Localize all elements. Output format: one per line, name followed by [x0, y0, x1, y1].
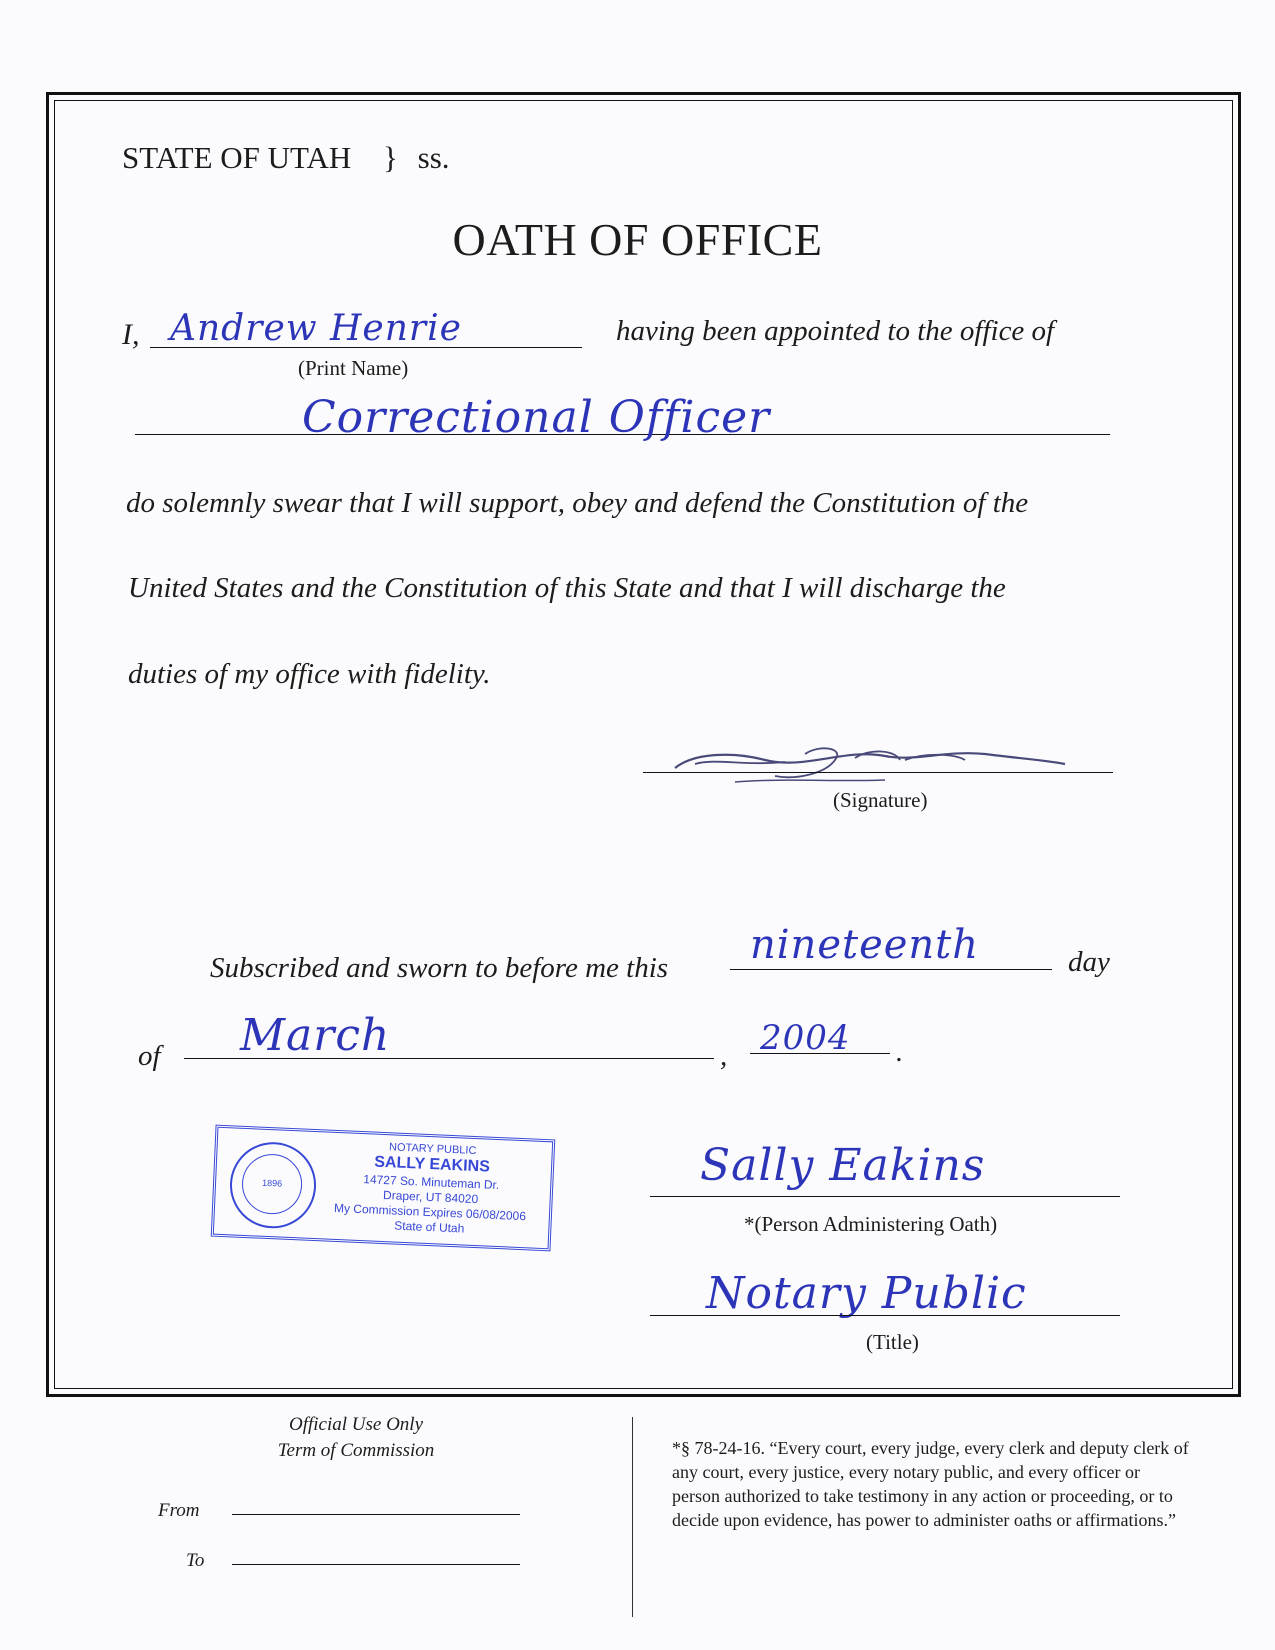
- from-line[interactable]: [232, 1514, 520, 1515]
- to-label: To: [186, 1550, 205, 1571]
- seal-year: 1896: [261, 1177, 283, 1189]
- stamp-line3: 14727 So. Minuteman Dr.: [363, 1172, 500, 1193]
- year-value: 2004: [760, 1018, 851, 1058]
- stamp-line5: My Commission Expires 06/08/2006: [333, 1200, 527, 1224]
- month-value: March: [240, 1010, 391, 1061]
- title-value: Notary Public: [706, 1268, 1027, 1319]
- sworn-text: Subscribed and sworn to before me this: [210, 952, 669, 984]
- print-name-value: Andrew Henrie: [170, 308, 462, 349]
- oath-body-line2: United States and the Constitution of this State and that I will discharge the: [128, 572, 1006, 604]
- day-value: nineteenth: [750, 922, 980, 968]
- oath-prefix: I,: [122, 318, 140, 351]
- title-line: [650, 1315, 1120, 1316]
- signature-line: [643, 772, 1113, 773]
- title-label: (Title): [866, 1330, 919, 1354]
- day-word: day: [1068, 946, 1110, 978]
- footer-divider: [632, 1417, 633, 1617]
- notary-stamp: [211, 1125, 556, 1252]
- stamp-line2: SALLY EAKINS: [373, 1153, 491, 1176]
- stamp-line1: NOTARY PUBLIC: [388, 1141, 477, 1158]
- document-title: OATH OF OFFICE: [452, 214, 823, 265]
- appointed-text: having been appointed to the office of: [616, 315, 1055, 347]
- state-seal-icon: [228, 1140, 318, 1230]
- comma: ,: [720, 1040, 728, 1072]
- print-name-label: (Print Name): [298, 356, 409, 380]
- stamp-line6: State of Utah: [394, 1218, 465, 1236]
- ss-abbrev: ss.: [417, 140, 450, 175]
- administrator-signature: Sally Eakins: [700, 1140, 986, 1191]
- brace: }: [383, 140, 398, 175]
- term-heading: Term of Commission: [277, 1440, 435, 1461]
- signature-label: (Signature): [833, 788, 928, 812]
- statute-footnote: *§ 78-24-16. “Every court, every judge, every clerk and deputy clerk of any court, every justice, every notary public, and every officer or person authorized to take testimony in any action or proceeding, or to decide upon evidence, has power to administer oaths or affirmations.”: [672, 1438, 1189, 1530]
- state-name: STATE OF UTAH: [122, 140, 352, 175]
- administrator-line: [650, 1196, 1120, 1197]
- from-label: From: [158, 1500, 200, 1521]
- to-line[interactable]: [232, 1564, 520, 1565]
- oath-body-line3: duties of my office with fidelity.: [128, 658, 491, 690]
- state-caption: [122, 140, 450, 176]
- oath-body-line1: do solemnly swear that I will support, obey and defend the Constitution of the: [126, 487, 1029, 519]
- official-use-heading: Official Use Only: [288, 1414, 424, 1435]
- day-line: [730, 969, 1052, 970]
- administrator-label: *(Person Administering Oath): [744, 1212, 998, 1236]
- of-word: of: [138, 1040, 161, 1072]
- office-value: Correctional Officer: [302, 392, 771, 443]
- stamp-line4: Draper, UT 84020: [382, 1188, 479, 1207]
- officer-signature: [655, 730, 1075, 790]
- period: .: [896, 1036, 904, 1068]
